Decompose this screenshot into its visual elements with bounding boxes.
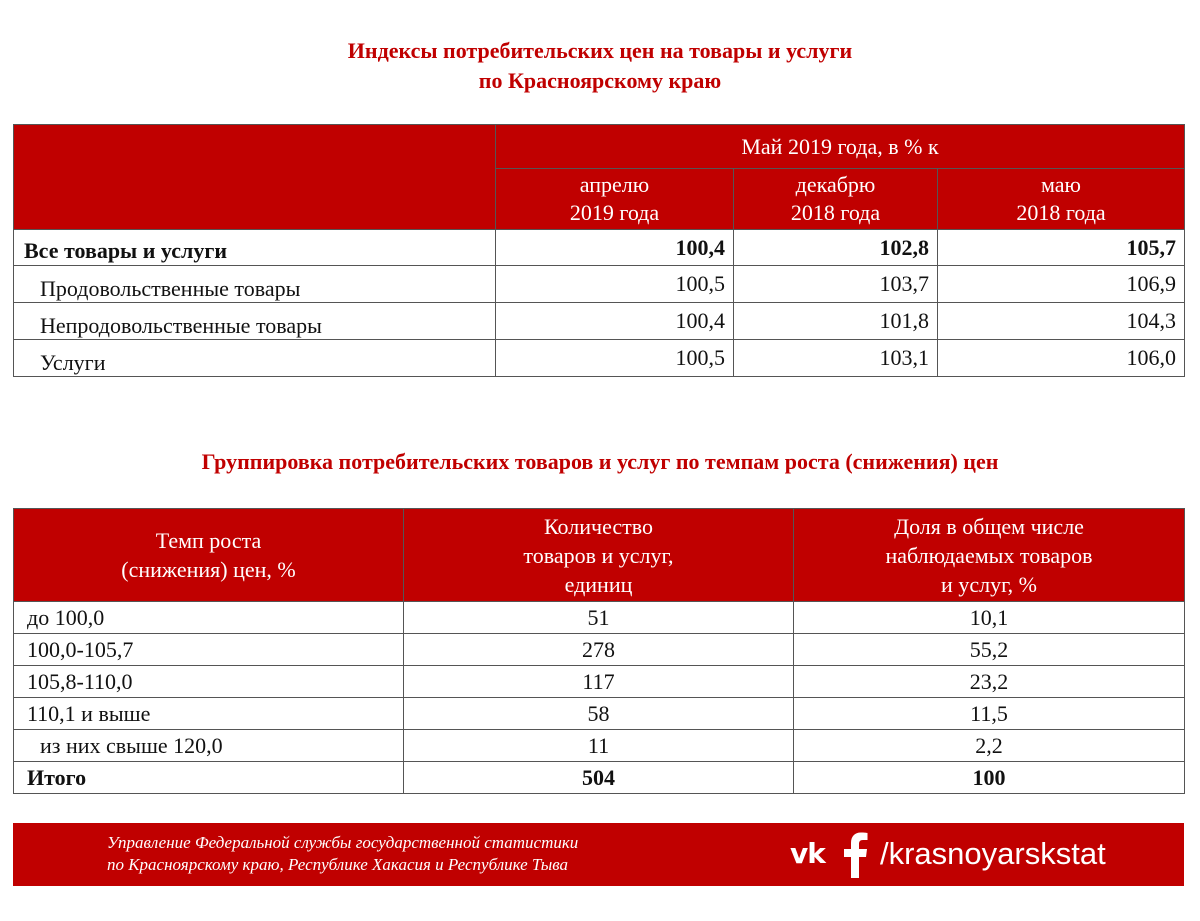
count-cell: 278 xyxy=(404,634,794,666)
value-cell: 106,9 xyxy=(938,266,1185,303)
share-cell: 23,2 xyxy=(794,666,1185,698)
value-cell: 100,4 xyxy=(496,230,734,266)
row-label: из них свыше 120,0 xyxy=(14,730,404,762)
table-row xyxy=(14,303,1185,340)
page-title xyxy=(0,36,1200,96)
count-cell: 117 xyxy=(404,666,794,698)
value-cell: 100,5 xyxy=(496,340,734,377)
share-cell: 100 xyxy=(794,762,1185,794)
footer-banner xyxy=(13,823,1184,886)
table-row xyxy=(14,340,1185,377)
count-cell: 58 xyxy=(404,698,794,730)
value-cell: 106,0 xyxy=(938,340,1185,377)
table-row xyxy=(14,602,1185,634)
value-cell: 100,4 xyxy=(496,303,734,340)
count-cell: 11 xyxy=(404,730,794,762)
table-row xyxy=(14,698,1185,730)
value-cell: 103,7 xyxy=(734,266,938,303)
table2-col-rate: Темп роста (снижения) цен, % xyxy=(14,509,404,602)
row-label: Услуги xyxy=(14,340,496,377)
page-title-line2: по Красноярскому краю xyxy=(478,68,722,93)
table1-header-period: Май 2019 года, в % к xyxy=(496,125,1185,169)
row-label: 105,8-110,0 xyxy=(14,666,404,698)
table-row xyxy=(14,730,1185,762)
share-cell: 55,2 xyxy=(794,634,1185,666)
value-cell: 100,5 xyxy=(496,266,734,303)
table-row xyxy=(14,266,1185,303)
table1-corner-cell xyxy=(14,125,496,230)
value-cell: 103,1 xyxy=(734,340,938,377)
table-row xyxy=(14,666,1185,698)
value-cell: 105,7 xyxy=(938,230,1185,266)
count-cell: 51 xyxy=(404,602,794,634)
page-title-line1: Индексы потребительских цен на товары и услуги xyxy=(347,38,853,63)
row-label: Итого xyxy=(14,762,404,794)
row-label: Непродовольственные товары xyxy=(14,303,496,340)
table1-col-may: маю 2018 года xyxy=(938,169,1185,230)
vk-icon[interactable]: vk xyxy=(790,837,825,870)
share-cell: 11,5 xyxy=(794,698,1185,730)
row-label: 110,1 и выше xyxy=(14,698,404,730)
value-cell: 104,3 xyxy=(938,303,1185,340)
row-label: Все товары и услуги xyxy=(14,230,496,266)
table2-col-share: Доля в общем числе наблюдаемых товаров и услуг, % xyxy=(794,509,1185,602)
row-label: до 100,0 xyxy=(14,602,404,634)
table-row xyxy=(14,230,1185,266)
table1-col-december: декабрю 2018 года xyxy=(734,169,938,230)
value-cell: 101,8 xyxy=(734,303,938,340)
section-title: Группировка потребительских товаров и услуг по темпам роста (снижения) цен xyxy=(201,449,999,474)
table-row xyxy=(14,634,1185,666)
social-handle[interactable]: /krasnoyarskstat xyxy=(880,836,1106,871)
value-cell: 102,8 xyxy=(734,230,938,266)
price-index-table xyxy=(13,124,1185,377)
table-row-total xyxy=(14,762,1185,794)
share-cell: 2,2 xyxy=(794,730,1185,762)
grouping-table xyxy=(13,508,1185,794)
row-label: 100,0-105,7 xyxy=(14,634,404,666)
row-label: Продовольственные товары xyxy=(14,266,496,303)
table1-col-april: апрелю 2019 года xyxy=(496,169,734,230)
table2-col-count: Количество товаров и услуг, единиц xyxy=(404,509,794,602)
organization-name: Управление Федеральной службы государственной статистики по Красноярскому краю, Республике Хакасия и Республике Тыва xyxy=(107,833,579,874)
share-cell: 10,1 xyxy=(794,602,1185,634)
count-cell: 504 xyxy=(404,762,794,794)
facebook-icon[interactable] xyxy=(840,832,870,878)
